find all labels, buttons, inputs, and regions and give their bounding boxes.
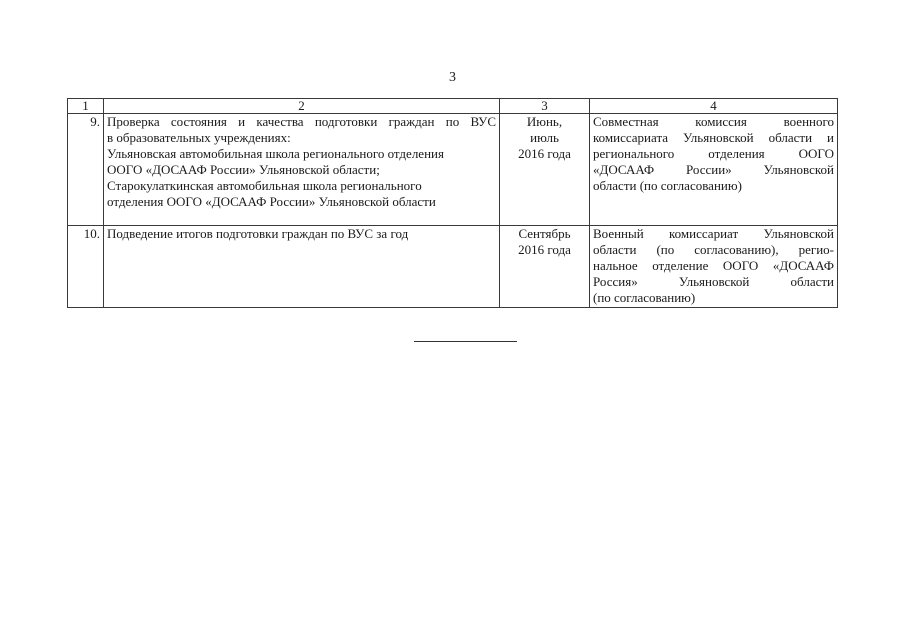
responsible-line: комиссариата Ульяновской области и xyxy=(593,130,834,145)
responsible-line: нальное отделение ООГО «ДОСААФ xyxy=(593,258,834,273)
date-line: Июнь, xyxy=(526,114,563,129)
activity-cell xyxy=(104,226,500,308)
table-row xyxy=(68,114,838,226)
table-row xyxy=(68,226,838,308)
responsible-line: (по согласованию) xyxy=(593,290,696,305)
activity-line: в образовательных учреждениях: xyxy=(107,130,291,145)
responsible-line: Совместная комиссия военного xyxy=(593,114,834,129)
activity-line: Ульяновская автомобильная школа регионального отделения xyxy=(107,146,444,161)
activity-line: Подведение итогов подготовки граждан по ВУС за год xyxy=(107,226,409,241)
activity-line: Проверка состояния и качества подготовки граждан по ВУС xyxy=(107,114,496,129)
row-number: 9. xyxy=(68,114,104,226)
responsible-line: Россия» Ульяновской области xyxy=(593,274,834,289)
responsible-line: «ДОСААФ России» Ульяновской xyxy=(593,162,834,177)
plan-table xyxy=(67,98,838,308)
page-number: 3 xyxy=(449,70,456,85)
responsible-cell xyxy=(590,114,838,226)
activity-line: отделения ООГО «ДОСААФ России» Ульяновской области xyxy=(107,194,436,209)
activity-line: ООГО «ДОСААФ России» Ульяновской области; xyxy=(107,162,380,177)
date-line: 2016 года xyxy=(518,146,571,161)
date-line: 2016 года xyxy=(518,242,571,257)
activity-line: Старокулаткинская автомобильная школа регионального xyxy=(107,178,422,193)
responsible-cell xyxy=(590,226,838,308)
column-header-3: 3 xyxy=(500,99,590,114)
column-header-2: 2 xyxy=(104,99,500,114)
responsible-line: Военный комиссариат Ульяновской xyxy=(593,226,834,241)
date-line: июль xyxy=(530,130,559,145)
responsible-line: области (по согласованию) xyxy=(593,178,742,193)
row-number: 10. xyxy=(68,226,104,308)
column-header-4: 4 xyxy=(590,99,838,114)
activity-cell xyxy=(104,114,500,226)
date-line: Сентябрь xyxy=(518,226,571,241)
date-cell xyxy=(500,226,590,308)
table-header-row xyxy=(68,99,838,114)
column-header-1: 1 xyxy=(68,99,104,114)
responsible-line: регионального отделения ООГО xyxy=(593,146,834,161)
closing-divider xyxy=(414,341,517,342)
responsible-line: области (по согласованию), регио- xyxy=(593,242,834,257)
date-cell xyxy=(500,114,590,226)
